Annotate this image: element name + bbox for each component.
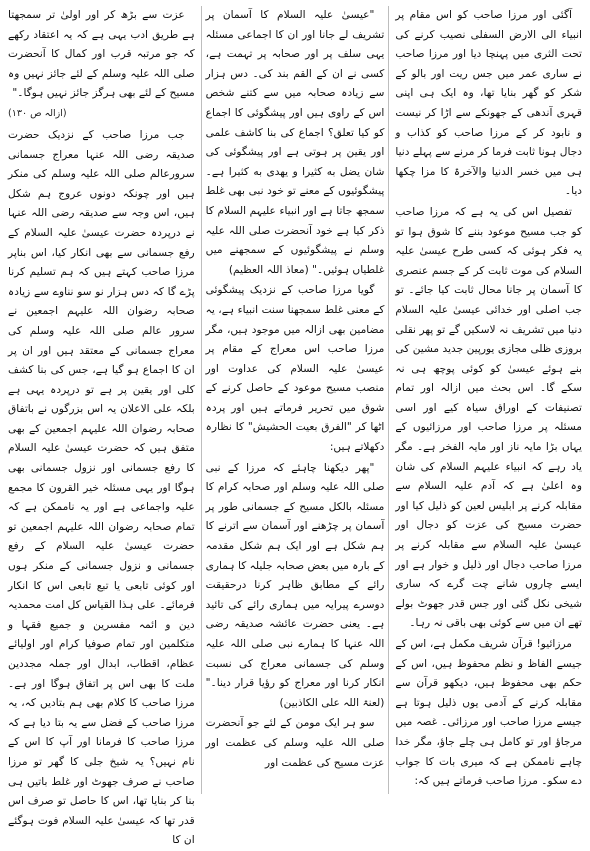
paragraph: عزت سے بڑھ کر اور اولیٰ تر سمجھتا ہے طریق ادب یہی ہے کہ یہ اعتقاد رکھے کہ جو مرتبہ قرب اور کمال کا آنحضرت صلی اللہ علیہ وسلم کے لئے جائز نہیں وہ مسیح کے لئے بھی ہرگز جائز نہیں ہوگا۔" [8,9,195,100]
text-column-middle [201,6,390,794]
text-column-right [395,6,582,794]
paragraph: تفصیل اس کی یہ ہے کہ مرزا صاحب کو جب مسیح موعود بننے کا شوق ہوا تو یہ فکر ہوئی کہ کسی طرح عیسیٰ علیہ السلام کی موت ثابت کر کے جسم عنصری کا آسمان پر جانا محال ثابت کیا جائے۔ تو جب اصلی اور خدائی عیسیٰ علیہ السلام دنیا میں تشریف نہ لاسکیں گے تو پھر نقلی بروزی ظلی مجازی یورپین جدید مشین کی بنے ہوئے عیسیٰ کو کوئی پوچھ ہی نہ سکے گا۔ اس بحث میں ازالہ اور تمام تصنیفات کے اوراق سیاہ کیے اور اسی مسئلہ پر مرزا صاحب اور مرزائیوں کے یہاں بڑا مایہ ناز اور مایہ الفخر ہے۔ مگر یاد رہے کہ انبیاء علیہم السلام کی شان وہ اعلیٰ ہے کہ آدم علیہ السلام سے مقابلہ کرنے پر ابلیس لعین کو ذلیل کیا اور حضرت مسیح کی عزت کو دجال اور عیسیٰ علیہ السلام سے مقابلہ کرنے پر مرزا صاحب دجال اور ذلیل و خوار ہے اور ایسے چاروں شانے چت گرے کہ ساری شیخی نکل گئی اور جس قدر جھوٹ بولے تھے ان میں سے کوئی بھی باقی نہ رہا۔ [395,205,582,630]
paragraph: "پھر دیکھنا چاہئے کہ مرزا کے نبی صلی اللہ علیہ وسلم اور صحابہ کرام کا مسئلہ بالکل مسیح کے جسمانی طور پر آسمان پر چڑھنے اور آسمان سے اترنے کا ہم شکل ہے اور ایک ہم شکل مقدمہ کے بارہ میں بعض صحابہ جلیلہ کا ہماری رائے کے مطابق ظاہر کرنا درحقیقت دوسرے پیرایہ میں ہماری رائے کی تائید ہے۔ یعنی حضرت عائشہ صدیقہ رضی اللہ عنہا کا ہمارے نبی صلی اللہ علیہ وسلم کی جسمانی معراج کی نسبت انکار کرنا اور معراج کو رؤیا قرار دینا۔" (لعنۃ اللہ علی الکاذبین) [205,461,385,709]
text-column-left [8,6,195,847]
paragraph: جب مرزا صاحب کے نزدیک حضرت صدیقہ رضی اللہ عنہا معراج جسمانی سرورعالم صلی اللہ علیہ وسلم کی منکر ہیں اور چونکہ دونوں عروج ہم شکل ہیں، اس وجہ سے صدیقہ رضی اللہ عنہا نے درپردہ حضرت عیسیٰ علیہ السلام کے رفع جسمانی سے بھی انکار کیا، اس بناپر مرزا صاحب کہتے ہیں کہ ہم تسلیم کرنا پڑے گا کہ دس ہزار نو سو نناوے سے زیادہ صحابہ رضوان اللہ علیہم اجمعین نے سرور عالم صلی اللہ علیہ وسلم کی معراج جسمانی کے معتقد ہیں اور ان پر ان کا اجماع ہو گیا ہے، جس کی بنا کشف کلی اور یقین پر ہے تو درپردہ یہی ہے بلکہ علی الاعلان یہ اس بزرگوں نے باتفاق صحابہ رضوان اللہ علیہم اجمعین کے بھی متفق ہیں کہ حضرت عیسیٰ علیہ السلام کا رفع جسمانی اور نزول جسمانی بھی ہوگا اور یہی مسئلہ خیر القرون کا مجمع علیہ واجماعی ہے اور یہ ناممکن ہے کہ تمام صحابہ رضوان اللہ علیہم اجمعین تو حضرت عیسیٰ علیہ السلام کے رفع جسمانی و نزول جسمانی کے منکر ہوں اور کوئی تابعی یا تبع تابعی اس کا انکار فرمائے۔ علی ہذا القیاس کل امت محمدیہ دین و ائمہ مفسرین و جمیع فقہا و متکلمین اور تمام صوفیا کرام اور اولیائے عظام، اقطاب، ابدال اور جملہ مجددین ملت کا بھی اس پر اتفاق ہوگا اور ہے۔ مرزا صاحب کا کلام بھی ہم بتادیں کہ، یہ مرزا صاحب کے فضل سے یہ بتا دیا ہے کہ مرزا صاحب کا فرمانا اور آپ کا اس کے نام نہیں؟ یہ شیخ جلی کا گھر تو مرزا صاحب نے صرف جھوٹ اور غلط باتیں ہی بنا کر بنایا تھا، اس کا حاصل تو صرف اس قدر تھا کہ عیسیٰ علیہ السلام فوت ہوگئے ان کا [8,128,195,847]
citation-reference: (ازالہ ص ۱۳۰) [8,107,67,119]
paragraph: مرزائیو! قرآن شریف مکمل ہے، اس کے جیسے الفاظ و نظم محفوظ ہیں، اس کے حکم بھی محفوظ ہیں، دیکھو قرآن سے مقابلہ کرنے کے آدمی یوں ذلیل ہوتا ہے جیسے مرزا صاحب اور مرزائی۔ غصہ میں مرجاؤ اور تو کامل ہی چلے جاؤ، مگر خدا چاہے ناممکن ہے کہ میری بات کا جواب دے سکو۔ مرزا صاحب فرماتے ہیں کہ: [395,638,582,788]
paragraph: گویا مرزا صاحب کے نزدیک پیشگوئی کے معنی غلط سمجھنا سنت انبیاء ہے، یہ مضامین بھی ازالہ میں موجود ہیں، مگر مرزا صاحب اس معراج کے مقام پر عیسیٰ علیہ السلام کی عداوت اور منصب مسیح موعود کے حاصل کرنے کے شوق میں تحریر فرماتے ہیں اور پردہ اٹھا کر "الفرق بعیت الحشیش" کا نظارہ دکھلاتے ہیں: [205,284,385,454]
paragraph: آگئی اور مرزا صاحب کو اس مقام پر انبیاء الی الارض السفلی نصیب کرنے کی تحت الثری میں پہنچا دیا اور مرزا صاحب نے ساری عمر میں جس ریت اور بالو کے شکر کو گھر بنایا تھا، وہ ایک ہی اپنی قہری آندھی کے جھونکے سے اڑا کر نیست و نابود کر کے مرزا صاحب کو کذاب و دجال ہونا ثابت فرما کر مرنے سے پہلے دنیا ہی میں خسر الدنیا والآخرۃ کا مزا چکھا دیا۔ [395,9,582,198]
paragraph: "عیسیٰ علیہ السلام کا آسمان پر تشریف لے جانا اور ان کا اجماعی مسئلہ یہی سلف پر اور صحابہ پر تہمت ہے، کسی نے ان کے القم بند کی۔ دس ہزار سے زیادہ صحابہ میں سے کتنے شخص اس کے راوی ہیں اور پیشگوئی کا اجماع کو کیا تعلق؟ اجماع کی بنا کاشف علمی اور یقین پر ہوتی ہے اور پیشگوئی کی شان یضل به کثیرا و یهدی به کثیرا ہے۔ پیشگوئیوں کے معنے تو خود نبی بھی غلط سمجھ جاتا ہے اور انبیاء علیہم السلام کا ذکر کیا ہے خود آنحضرت صلی اللہ علیہ وسلم نے پیشگوئیوں کے سمجھنے میں غلطیاں ہوئیں۔" (معاذ اللہ العظیم) [205,9,385,276]
newspaper-page [8,6,582,847]
paragraph: سو ہر ایک مومن کے لئے جو آنحضرت صلی اللہ علیہ وسلم کی عظمت اور عزت مسیح کی عظمت اور [205,717,385,769]
